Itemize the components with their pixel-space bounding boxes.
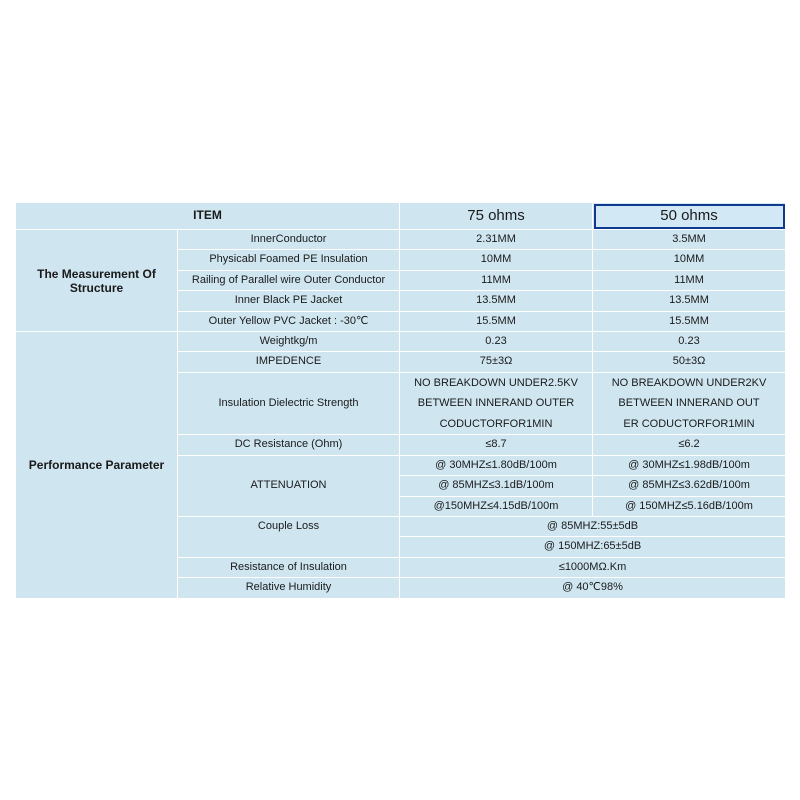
col-75-ohms-header: 75 ohms xyxy=(400,203,593,230)
text-line: BETWEEN INNERAND OUTER xyxy=(417,397,575,410)
value-75: ≤8.7 xyxy=(400,435,593,455)
value-50: 15.5MM xyxy=(593,311,786,331)
row-label: Railing of Parallel wire Outer Conductor xyxy=(178,270,400,290)
value-50: 13.5MM xyxy=(593,291,786,311)
row-label: Outer Yellow PVC Jacket : -30℃ xyxy=(178,311,400,331)
item-header: ITEM xyxy=(16,203,400,230)
value-50: 50±3Ω xyxy=(593,352,786,372)
row-label: IMPEDENCE xyxy=(178,352,400,372)
row-label: Insulation Dielectric Strength xyxy=(178,372,400,435)
value-shared: @ 40℃98% xyxy=(400,578,786,598)
value-50: 3.5MM xyxy=(593,230,786,250)
text-line: ER CODUCTORFOR1MIN xyxy=(623,417,755,430)
value-50: 11MM xyxy=(593,270,786,290)
row-label: ATTENUATION xyxy=(178,455,400,516)
spec-table xyxy=(15,202,786,599)
value-75: 10MM xyxy=(400,250,593,270)
text-line: BETWEEN INNERAND OUT xyxy=(618,397,760,410)
col-50-ohms-header[interactable]: 50 ohms xyxy=(593,203,786,230)
value-75: 0.23 xyxy=(400,332,593,352)
value-75: 15.5MM xyxy=(400,311,593,331)
value-75: @ 85MHZ≤3.1dB/100m xyxy=(400,476,593,496)
row-label: Weightkg/m xyxy=(178,332,400,352)
value-75: @ 30MHZ≤1.80dB/100m xyxy=(400,455,593,475)
row-label: Resistance of Insulation xyxy=(178,557,400,577)
value-50: 0.23 xyxy=(593,332,786,352)
row-label: Physicabl Foamed PE Insulation xyxy=(178,250,400,270)
table-row xyxy=(16,332,786,352)
value-75: 2.31MM xyxy=(400,230,593,250)
text-line: NO BREAKDOWN UNDER2KV xyxy=(611,376,767,389)
value-75: 11MM xyxy=(400,270,593,290)
row-label: Inner Black PE Jacket xyxy=(178,291,400,311)
row-label: Relative Humidity xyxy=(178,578,400,598)
text-line: CODUCTORFOR1MIN xyxy=(439,417,553,430)
value-75: 75±3Ω xyxy=(400,352,593,372)
value-50: @ 85MHZ≤3.62dB/100m xyxy=(593,476,786,496)
value-50: @ 30MHZ≤1.98dB/100m xyxy=(593,455,786,475)
value-50: ≤6.2 xyxy=(593,435,786,455)
table-row xyxy=(16,230,786,250)
value-shared: @ 150MHZ:65±5dB xyxy=(400,537,786,557)
header-row xyxy=(16,203,786,230)
row-label: DC Resistance (Ohm) xyxy=(178,435,400,455)
value-50: @ 150MHZ≤5.16dB/100m xyxy=(593,496,786,516)
value-shared: ≤1000MΩ.Km xyxy=(400,557,786,577)
value-75: @150MHZ≤4.15dB/100m xyxy=(400,496,593,516)
performance-group-label: Performance Parameter xyxy=(16,332,178,599)
value-75: 13.5MM xyxy=(400,291,593,311)
value-50: 10MM xyxy=(593,250,786,270)
row-label: Couple Loss xyxy=(178,516,400,557)
structure-group-label: The Measurement Of Structure xyxy=(16,230,178,332)
value-75 xyxy=(400,372,593,435)
text-line: NO BREAKDOWN UNDER2.5KV xyxy=(414,376,578,389)
row-label: InnerConductor xyxy=(178,230,400,250)
value-shared: @ 85MHZ:55±5dB xyxy=(400,516,786,536)
value-50 xyxy=(593,372,786,435)
